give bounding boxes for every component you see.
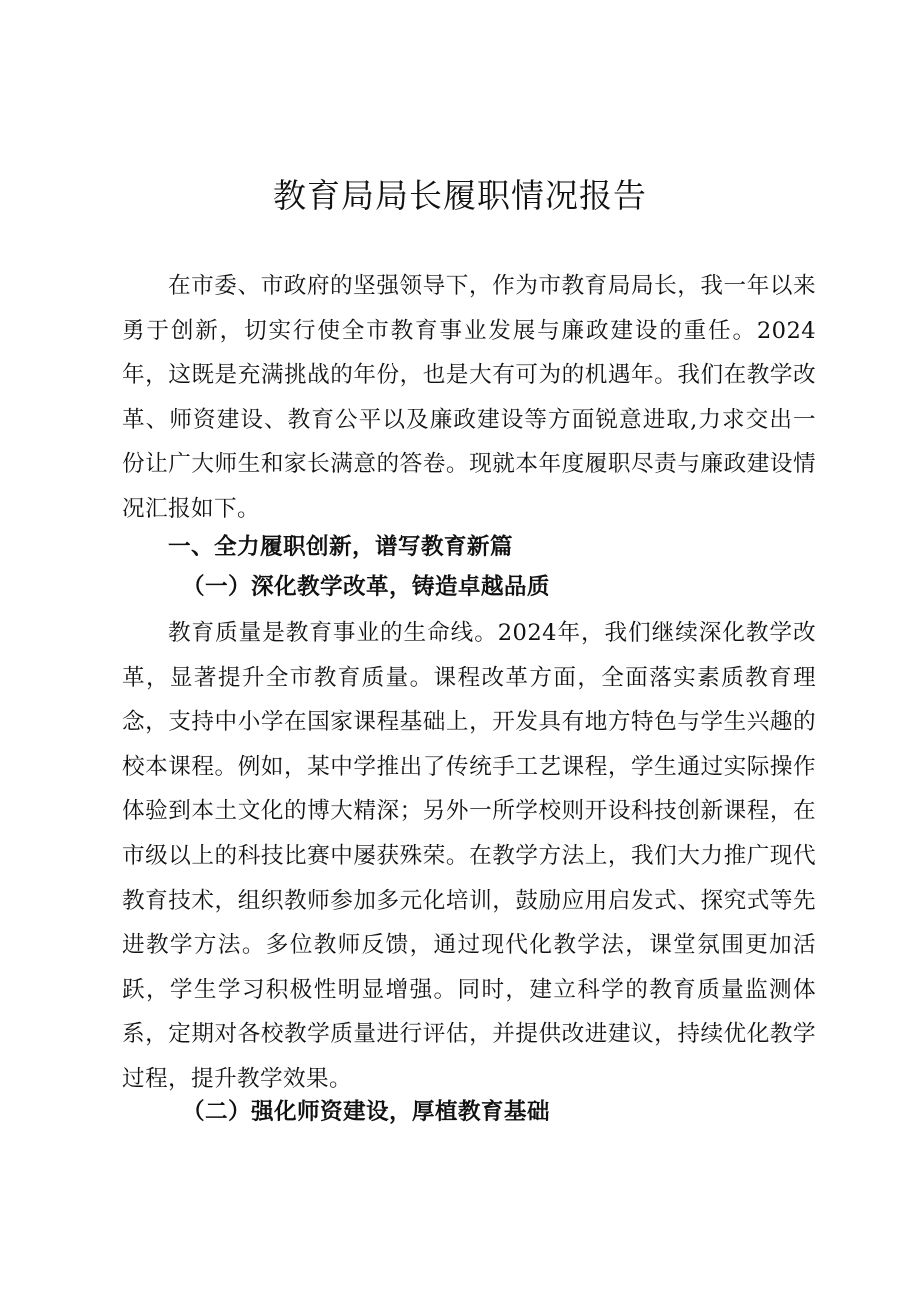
subsection-heading-2: （二）强化师资建设，厚植教育基础 — [182, 1099, 550, 1125]
subsection-heading-1: （一）深化教学改革，铸造卓越品质 — [182, 574, 550, 600]
subsection-1-body: 教育质量是教育事业的生命线。2024年，我们继续深化教学改革，显著提升全市教育质量。课程改革方面，全面落实素质教育理念，支持中小学在国家课程基础上，开发具有地方特色与学生兴趣的校本课程。例如，某中学推出了传统手工艺课程，学生通过实际操作体验到本土文化的博大精深；另外一所学校则开设科技创新课程，在市级以上的科技比赛中屡获殊荣。在教学方法上，我们大力推广现代教育技术，组织教师参加多元化培训，鼓励应用启发式、探究式等先进教学方法。多位教师反馈，通过现代化教学法，课堂氛围更加活跃，学生学习积极性明显增强。同时，建立科学的教育质量监测体系，定期对各校教学质量进行评估，并提供改进建议，持续优化教学过程，提升教学效果。 — [122, 620, 816, 1092]
intro-paragraph: 在市委、市政府的坚强领导下，作为市教育局局长，我一年以来勇于创新，切实行使全市教育事业发展与廉政建设的重任。2024年，这既是充满挑战的年份，也是大有可为的机遇年。我们在教学改革、师资建设、教育公平以及廉政建设等方面锐意进取,力求交出一份让广大师生和家长满意的答卷。现就本年度履职尽责与廉政建设情况汇报如下。 — [122, 273, 816, 522]
document-title: 教育局局长履职情况报告 — [273, 176, 647, 215]
section-heading-1: 一、全力履职创新，谱写教育新篇 — [168, 534, 513, 560]
